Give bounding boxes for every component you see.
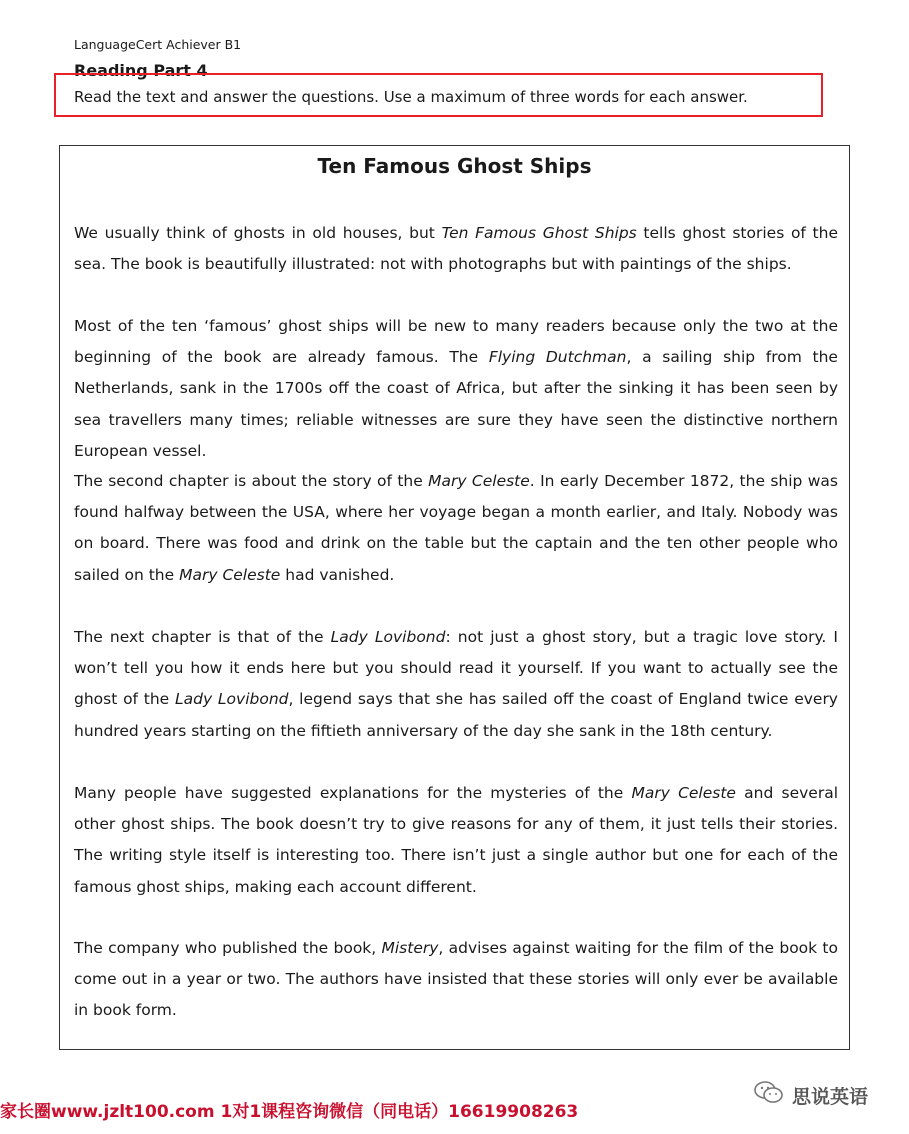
article-box bbox=[59, 145, 850, 1050]
part-title: Reading Part 4 bbox=[74, 61, 208, 80]
footer-watermark: 家长圈www.jzlt100.com 1对1课程咨询微信（同电话）16619908263 bbox=[0, 1102, 579, 1122]
brand-name: 思说英语 bbox=[792, 1085, 869, 1108]
article-title: Ten Famous Ghost Ships bbox=[317, 154, 592, 178]
article-paragraph-3: The second chapter is about the story of the Mary Celeste. In early December 1872, the ship was found halfway between the USA, where her voyage began a month earlier, and Italy. Nobody was on board. There was food and drink on the table but the captain and the ten other people who sailed on the Mary Celeste had vanished. bbox=[74, 472, 839, 584]
article-paragraph-4: The next chapter is that of the Lady Lovibond: not just a ghost story, but a tragic love story. I won’t tell you how it ends here but you should read it yourself. If you want to actually see the ghost of the Lady Lovibond, legend says that she has sailed off the coast of England twice every hundred years starting on the fiftieth anniversary of the day she sank in the 18th century. bbox=[74, 628, 838, 740]
article-paragraph-6: The company who published the book, Mistery, advises against waiting for the film of the book to come out in a year or two. The authors have insisted that these stories will only ever be available in book form. bbox=[74, 939, 838, 1020]
article-paragraph-5: Many people have suggested explanations for the mysteries of the Mary Celeste and several other ghost ships. The book doesn’t try to give reasons for any of them, it just tells their stories. The writing style itself is interesting too. There isn’t just a single author but one for each of the famous ghost ships, making each account different. bbox=[74, 784, 838, 896]
article-paragraph-2: Most of the ten ‘famous’ ghost ships will be new to many readers because only the two at the beginning of the book are already famous. The Flying Dutchman, a sailing ship from the Netherlands, sank in the 1700s off the coast of Africa, but after the sinking it has been seen by sea travellers many times; reliable witnesses are sure they have seen the distinctive northern European vessel. bbox=[74, 317, 838, 460]
exam-header: LanguageCert Achiever B1 bbox=[74, 37, 242, 52]
instructions-text: Read the text and answer the questions. Use a maximum of three words for each answer. bbox=[74, 88, 748, 106]
footer-brand bbox=[754, 1080, 868, 1110]
article-paragraph-1: We usually think of ghosts in old houses, but Ten Famous Ghost Ships tells ghost stories of the sea. The book is beautifully illustrated: not with photographs but with paintings of the ships. bbox=[74, 224, 838, 274]
wechat-icon bbox=[754, 1080, 784, 1110]
